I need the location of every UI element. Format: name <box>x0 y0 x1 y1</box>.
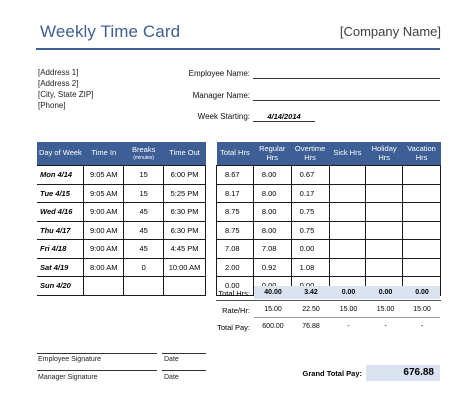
breaks-cell[interactable]: 45 <box>124 240 164 259</box>
overtime-hrs-cell: 0.75 <box>291 221 329 240</box>
week-starting-label: Week Starting: <box>197 112 250 121</box>
time-entry-row <box>37 221 206 240</box>
hours-table <box>216 142 441 296</box>
overtime-hrs-cell: 0.00 <box>291 240 329 259</box>
total-hrs-cell: 8.75 <box>217 221 254 240</box>
time-in-cell[interactable]: 9:05 AM <box>84 184 124 203</box>
vacation-hrs-cell[interactable] <box>403 184 441 203</box>
total-hrs-cell: 8.75 <box>217 203 254 222</box>
header-divider <box>36 48 440 50</box>
time-entry-row <box>37 184 206 203</box>
manager-signature-label: Manager Signature <box>38 374 98 381</box>
total-hrs-cell: 8.17 <box>217 184 254 203</box>
holiday-hrs-cell[interactable] <box>366 203 403 222</box>
sick-hrs-cell[interactable] <box>329 240 366 259</box>
employee-date-line[interactable] <box>162 353 206 354</box>
employee-signature-label: Employee Signature <box>38 356 102 363</box>
rate-regular[interactable]: 15.00 <box>264 306 282 313</box>
col-header-vacation-hrs: Vacation Hrs <box>403 142 441 166</box>
rate-label: Rate/Hr: <box>222 306 250 315</box>
day-cell: Sat 4/19 <box>37 258 84 277</box>
hours-row <box>217 184 441 203</box>
total-pay-overtime: 76.88 <box>302 323 320 330</box>
vacation-hrs-cell[interactable] <box>403 240 441 259</box>
time-entry-header-row <box>37 142 206 166</box>
total-hrs-cell: 8.67 <box>217 166 254 185</box>
time-entry-row <box>37 166 206 185</box>
sick-hrs-cell[interactable] <box>329 258 366 277</box>
total-hrs-label: Total Hrs: <box>218 289 250 298</box>
total-pay-sick: - <box>347 323 350 330</box>
holiday-hrs-cell[interactable] <box>366 221 403 240</box>
week-starting-field[interactable] <box>253 121 315 122</box>
holiday-hrs-cell[interactable] <box>366 240 403 259</box>
manager-date-label: Date <box>164 374 179 381</box>
sick-hrs-cell[interactable] <box>329 166 366 185</box>
rate-vacation[interactable]: 15.00 <box>413 306 431 313</box>
breaks-cell[interactable]: 45 <box>124 203 164 222</box>
time-in-cell[interactable] <box>84 277 124 296</box>
time-out-cell[interactable]: 4:45 PM <box>164 240 206 259</box>
breaks-cell[interactable]: 0 <box>124 258 164 277</box>
time-out-cell[interactable]: 6:30 PM <box>164 221 206 240</box>
time-entry-row <box>37 203 206 222</box>
company-name: [Company Name] <box>339 24 441 39</box>
page-title: Weekly Time Card <box>40 22 181 41</box>
time-out-cell[interactable]: 6:00 PM <box>164 166 206 185</box>
week-starting-value[interactable]: 4/14/2014 <box>267 112 301 121</box>
regular-hrs-cell: 8.00 <box>253 166 291 185</box>
col-header-day: Day of Week <box>37 142 84 166</box>
time-in-cell[interactable]: 9:00 AM <box>84 203 124 222</box>
regular-hrs-cell: 8.00 <box>253 221 291 240</box>
time-entry-row <box>37 277 206 296</box>
day-cell: Wed 4/16 <box>37 203 84 222</box>
total-pay-label: Total Pay: <box>217 323 250 332</box>
vacation-hrs-cell[interactable] <box>403 166 441 185</box>
manager-date-line[interactable] <box>162 370 206 371</box>
manager-name-field[interactable] <box>253 100 440 101</box>
overtime-hrs-cell: 0.67 <box>291 166 329 185</box>
employee-name-field[interactable] <box>253 78 440 79</box>
regular-hrs-cell: 8.00 <box>253 203 291 222</box>
regular-hrs-cell: 0.92 <box>253 258 291 277</box>
rate-holiday[interactable]: 15.00 <box>376 306 395 313</box>
total-hrs-overtime: 3.42 <box>304 289 318 296</box>
col-header-sick-hrs: Sick Hrs <box>329 142 366 166</box>
day-cell: Fri 4/18 <box>37 240 84 259</box>
sick-hrs-cell[interactable] <box>329 184 366 203</box>
time-entry-row <box>37 240 206 259</box>
sick-hrs-cell[interactable] <box>329 203 366 222</box>
total-pay-row <box>254 320 440 333</box>
grand-total-value: 676.88 <box>403 367 434 378</box>
col-header-time-in: Time In <box>84 142 124 166</box>
time-out-cell[interactable]: 6:30 PM <box>164 203 206 222</box>
breaks-label: Breaks <box>131 145 156 155</box>
total-hrs-vacation: 0.00 <box>415 289 429 296</box>
manager-name-label: Manager Name: <box>192 91 250 100</box>
total-hrs-regular: 40.00 <box>264 289 282 296</box>
time-entry-table <box>37 142 206 296</box>
overtime-hrs-cell: 0.75 <box>291 203 329 222</box>
address-line-1: [Address 1] <box>38 68 79 77</box>
address-phone: [Phone] <box>38 101 66 110</box>
total-pay-regular: 600.00 <box>262 323 284 330</box>
overtime-hrs-cell: 0.17 <box>291 184 329 203</box>
total-pay-vacation: - <box>420 323 424 330</box>
sick-hrs-cell[interactable] <box>329 221 366 240</box>
rate-row <box>254 303 440 316</box>
employee-signature-line[interactable] <box>37 353 157 354</box>
breaks-cell[interactable]: 15 <box>124 166 164 185</box>
col-header-breaks <box>124 142 164 166</box>
day-cell: Sun 4/20 <box>37 277 84 296</box>
time-in-cell[interactable]: 9:00 AM <box>84 221 124 240</box>
hours-row <box>217 221 441 240</box>
total-pay-holiday: - <box>384 323 387 330</box>
day-cell: Tue 4/15 <box>37 184 84 203</box>
address-line-2: [Address 2] <box>38 79 79 88</box>
total-hrs-cell: 7.08 <box>217 240 254 259</box>
regular-hrs-cell: 8.00 <box>253 184 291 203</box>
holiday-hrs-cell[interactable] <box>366 166 403 185</box>
rate-overtime[interactable]: 22.50 <box>302 306 320 313</box>
day-cell: Thu 4/17 <box>37 221 84 240</box>
vacation-hrs-cell[interactable] <box>403 221 441 240</box>
time-out-cell[interactable]: 10:00 AM <box>164 258 206 277</box>
grand-total-box <box>366 365 440 381</box>
total-hrs-sick: 0.00 <box>341 289 356 296</box>
hours-row <box>217 258 441 277</box>
hours-row <box>217 240 441 259</box>
col-header-regular-hrs: Regular Hrs <box>253 142 291 166</box>
col-header-total-hrs: Total Hrs <box>217 142 254 166</box>
overtime-hrs-cell: 1.08 <box>291 258 329 277</box>
holiday-hrs-cell[interactable] <box>366 258 403 277</box>
grand-total-label: Grand Total Pay: <box>302 369 362 378</box>
time-in-cell[interactable]: 9:05 AM <box>84 166 124 185</box>
rate-divider <box>254 317 440 318</box>
total-hrs-holiday: 0.00 <box>378 289 393 296</box>
address-city: [City, State ZIP] <box>38 90 94 99</box>
employee-name-label: Employee Name: <box>188 69 250 78</box>
rate-sick[interactable]: 15.00 <box>339 306 358 313</box>
time-entry-row <box>37 258 206 277</box>
total-hrs-row <box>254 286 440 299</box>
hours-row <box>217 203 441 222</box>
col-header-overtime-hrs: Overtime Hrs <box>291 142 329 166</box>
summary-divider <box>216 300 441 301</box>
employee-date-label: Date <box>164 356 179 363</box>
hours-header-row <box>217 142 441 166</box>
breaks-cell[interactable]: 15 <box>124 184 164 203</box>
breaks-cell[interactable] <box>124 277 164 296</box>
col-header-time-out: Time Out <box>164 142 206 166</box>
vacation-hrs-cell[interactable] <box>403 203 441 222</box>
time-in-cell[interactable]: 9:00 AM <box>84 240 124 259</box>
time-out-cell[interactable]: 5:25 PM <box>164 184 206 203</box>
hours-row <box>217 166 441 185</box>
breaks-cell[interactable]: 45 <box>124 221 164 240</box>
col-header-holiday-hrs: Holiday Hrs <box>366 142 403 166</box>
time-in-cell[interactable]: 8:00 AM <box>84 258 124 277</box>
holiday-hrs-cell[interactable] <box>366 184 403 203</box>
regular-hrs-cell: 7.08 <box>253 240 291 259</box>
total-hrs-cell: 0.00 <box>217 277 254 296</box>
breaks-unit: (minutes) <box>133 154 155 161</box>
day-cell: Mon 4/14 <box>37 166 84 185</box>
vacation-hrs-cell[interactable] <box>403 258 441 277</box>
manager-signature-line[interactable] <box>37 370 157 371</box>
total-hrs-cell: 2.00 <box>217 258 254 277</box>
